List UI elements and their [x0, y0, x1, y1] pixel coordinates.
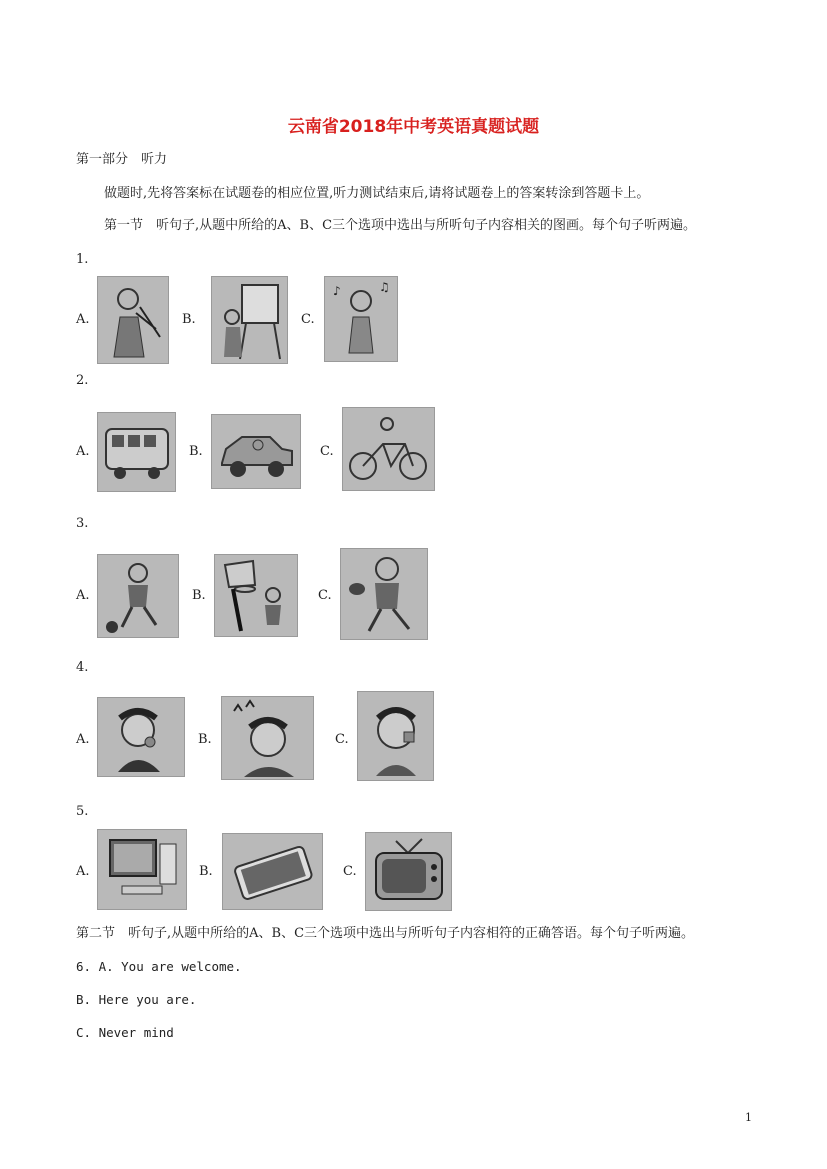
question-number: 4. [76, 660, 89, 675]
svg-text:♪: ♪ [333, 284, 341, 298]
option-label: B. [199, 864, 213, 879]
car-icon [211, 414, 301, 489]
option-label: B. [198, 732, 212, 747]
option-label: C. [318, 588, 332, 603]
svg-text:♫: ♫ [379, 280, 390, 294]
option-label: A. [76, 444, 90, 459]
part1-instruction: 做题时,先将答案标在试题卷的相应位置,听力测试结束后,请将试题卷上的答案转涂到答题卡上。 [104, 186, 650, 201]
computer-icon [97, 829, 187, 910]
question-number: 5. [76, 804, 89, 819]
page-title: 云南省2018年中考英语真题试题 [287, 117, 540, 137]
television-icon [365, 832, 452, 911]
boy-football-icon [97, 554, 179, 638]
option-label: C. [301, 312, 315, 327]
bicycle-icon [342, 407, 435, 491]
option-label: A. [76, 588, 90, 603]
option-label: C. [335, 732, 349, 747]
option-label: B. [189, 444, 203, 459]
option-label: C. [343, 864, 357, 879]
option-label: A. [76, 732, 90, 747]
question-number: 2. [76, 373, 89, 388]
question-number: 1. [76, 252, 89, 267]
painting-easel-icon [211, 276, 288, 364]
option-label: B. [192, 588, 206, 603]
toothache-icon [357, 691, 434, 781]
section1-heading: 第一节 听句子,从题中所给的A、B、C三个选项中选出与所听句子内容相关的图画。每个句子听两遍。 [104, 218, 697, 233]
girl-singing-icon [324, 276, 398, 362]
headache-icon [221, 696, 314, 780]
phone-icon [222, 833, 323, 910]
option-label: A. [76, 312, 90, 327]
question-6-option-c: C. Never mind [76, 1025, 174, 1040]
question-number: 3. [76, 516, 89, 531]
coughing-icon [97, 697, 185, 777]
part1-heading: 第一部分 听力 [76, 152, 168, 167]
option-label: C. [320, 444, 334, 459]
girl-violin-icon [97, 276, 169, 364]
option-label: B. [182, 312, 196, 327]
bus-icon [97, 412, 176, 492]
page-number: 1 [745, 1111, 752, 1124]
option-label: A. [76, 864, 90, 879]
section2-heading: 第二节 听句子,从题中所给的A、B、C三个选项中选出与所听句子内容相符的正确答语。每个句子听两遍。 [76, 926, 695, 941]
question-6-option-b: B. Here you are. [76, 992, 197, 1007]
question-6-option-a: 6. A. You are welcome. [76, 959, 242, 974]
basketball-icon [214, 554, 298, 637]
boy-running-icon [340, 548, 428, 640]
